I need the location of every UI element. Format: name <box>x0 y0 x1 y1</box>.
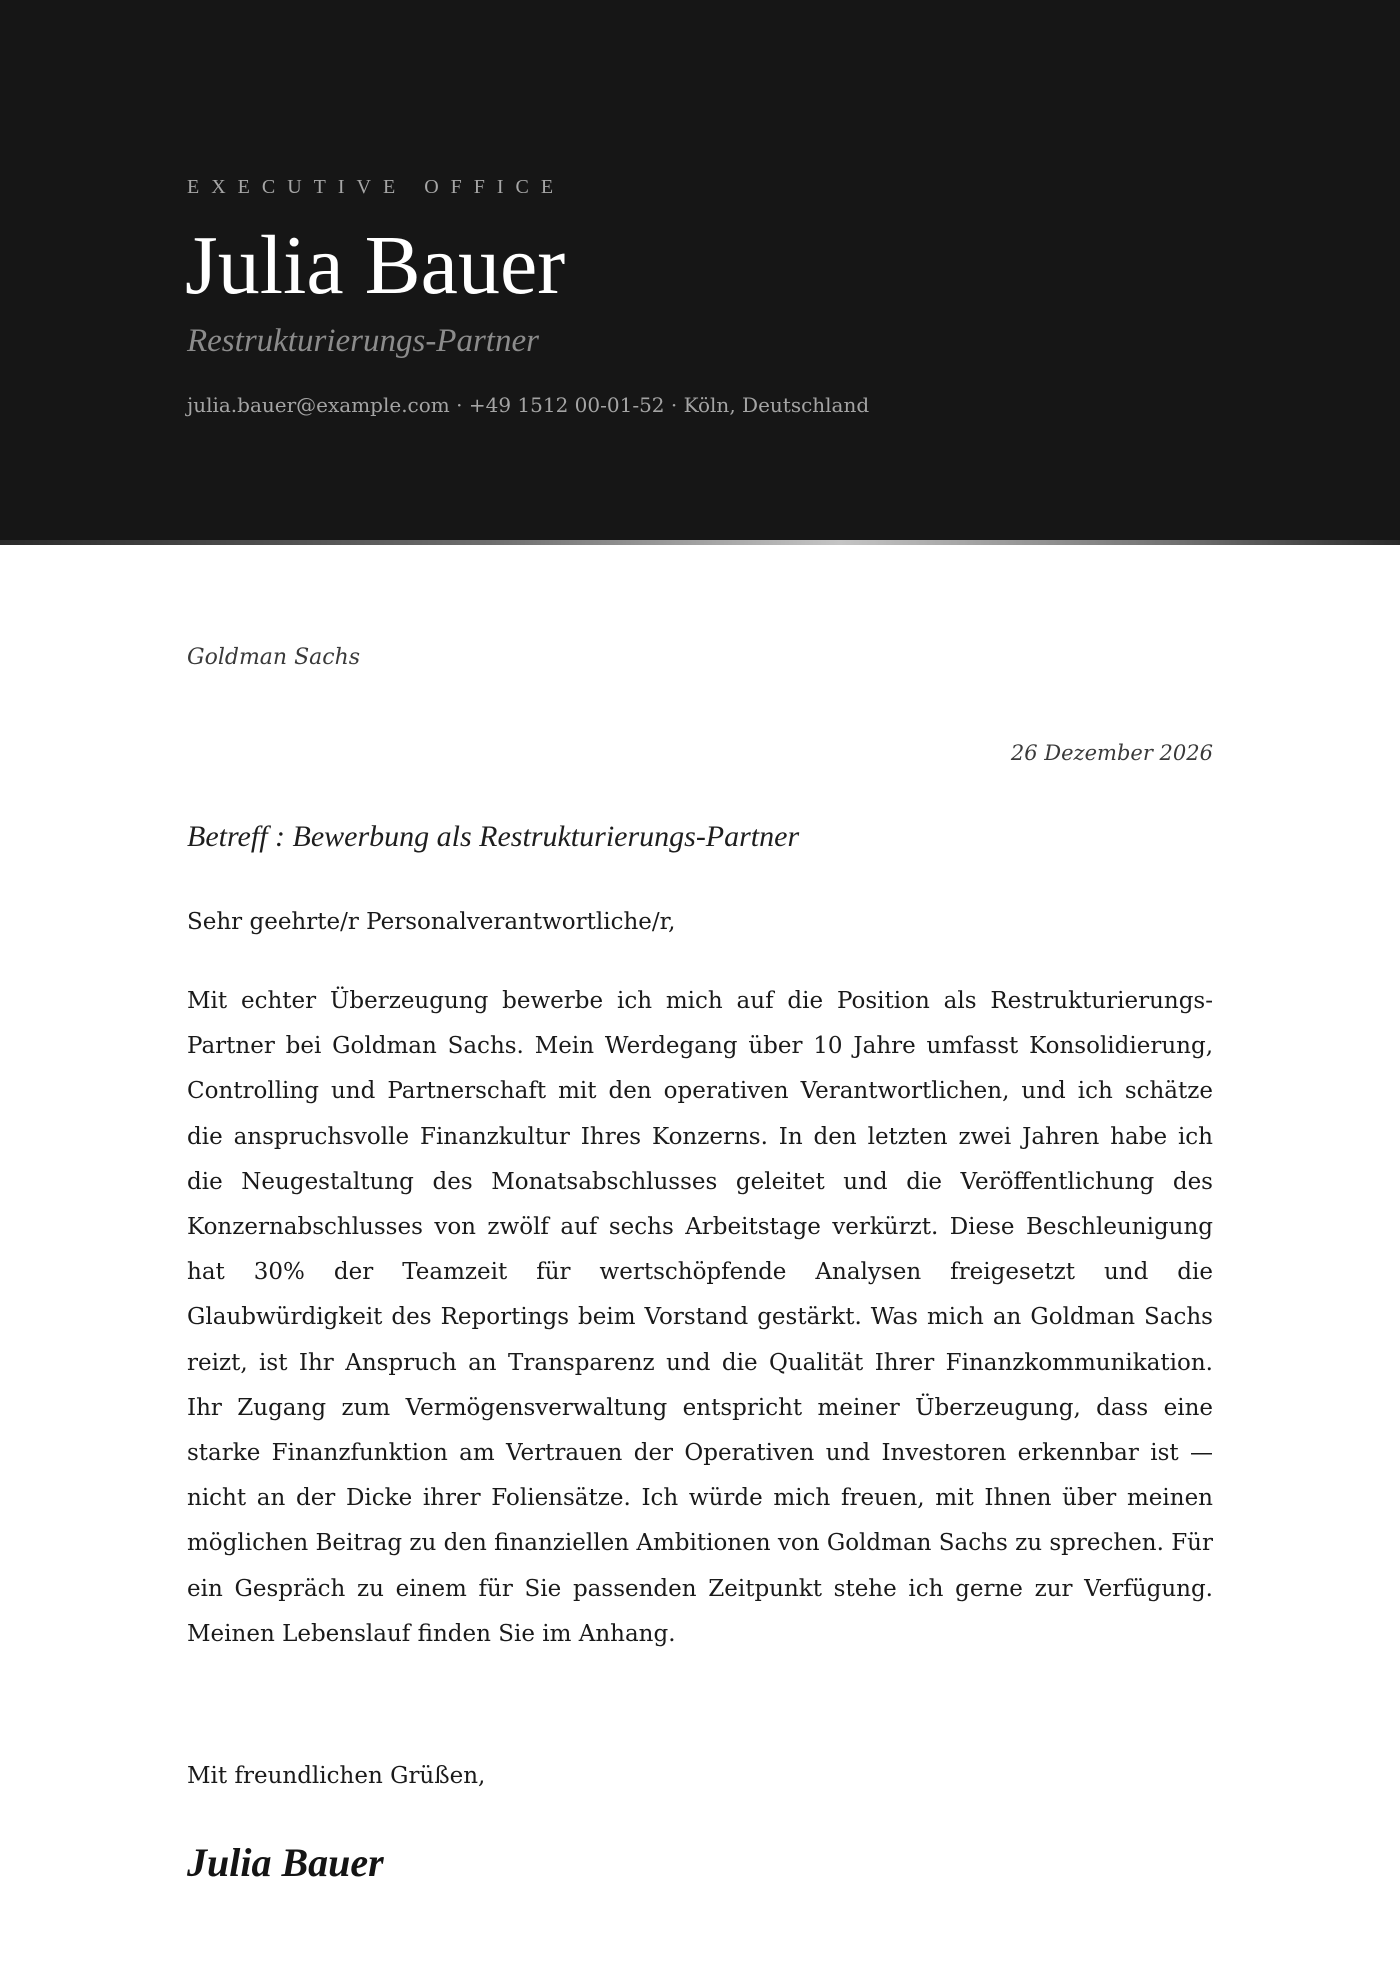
letter-salutation: Sehr geehrte/r Personalverantwortliche/r, <box>187 909 676 935</box>
recipient-company: Goldman Sachs <box>187 645 361 670</box>
letter-subject: Betreff : Bewerbung als Restrukturierungs-Partner <box>187 820 800 853</box>
header-divider <box>0 540 1400 545</box>
letter-date: 26 Dezember 2026 <box>1010 741 1213 765</box>
header-kicker: EXECUTIVE OFFICE <box>187 176 566 198</box>
letter-closing: Mit freundlichen Grüßen, <box>187 1763 486 1789</box>
letterhead-header <box>0 0 1400 544</box>
signature: Julia Bauer <box>187 1840 384 1885</box>
sender-name: Julia Bauer <box>185 219 566 312</box>
sender-contact: julia.bauer@example.com · +49 1512 00-01-52 · Köln, Deutschland <box>187 393 870 417</box>
letter-body: Mit echter Überzeugung bewerbe ich mich auf die Position als Restrukturierungs-Partner bei Goldman Sachs. Mein Werdegang über 10 Jahre umfasst Konsolidierung, Controlling und Partnerschaft mit den operativen Verantwortlichen, und ich schätze die anspruchsvolle Finanzkultur Ihres Konzerns. In den letzten zwei Jahren habe ich die Neugestaltung des Monatsabschlusses geleitet und die Veröffentlichung des Konzernabschlusses von zwölf auf sechs Arbeitstage verkürzt. Diese Beschleunigung hat 30% der Teamzeit für wertschöpfende Analysen freigesetzt und die Glaubwürdigkeit des Reportings beim Vorstand gestärkt. Was mich an Goldman Sachs reizt, ist Ihr Anspruch an Transparenz und die Qualität Ihrer Finanzkommunikation. Ihr Zugang zum Vermögensverwaltung entspricht meiner Überzeugung, dass eine starke Finanzfunktion am Vertrauen der Operativen und Investoren erkennbar ist — nicht an der Dicke ihrer Foliensätze. Ich würde mich freuen, mit Ihnen über meinen möglichen Beitrag zu den finanziellen Ambitionen von Goldman Sachs zu sprechen. Für ein Gespräch zu einem für Sie passenden Zeitpunkt stehe ich gerne zur Verfügung. Meinen Lebenslauf finden Sie im Anhang. <box>187 988 1213 1647</box>
sender-role: Restrukturierungs-Partner <box>187 323 539 359</box>
